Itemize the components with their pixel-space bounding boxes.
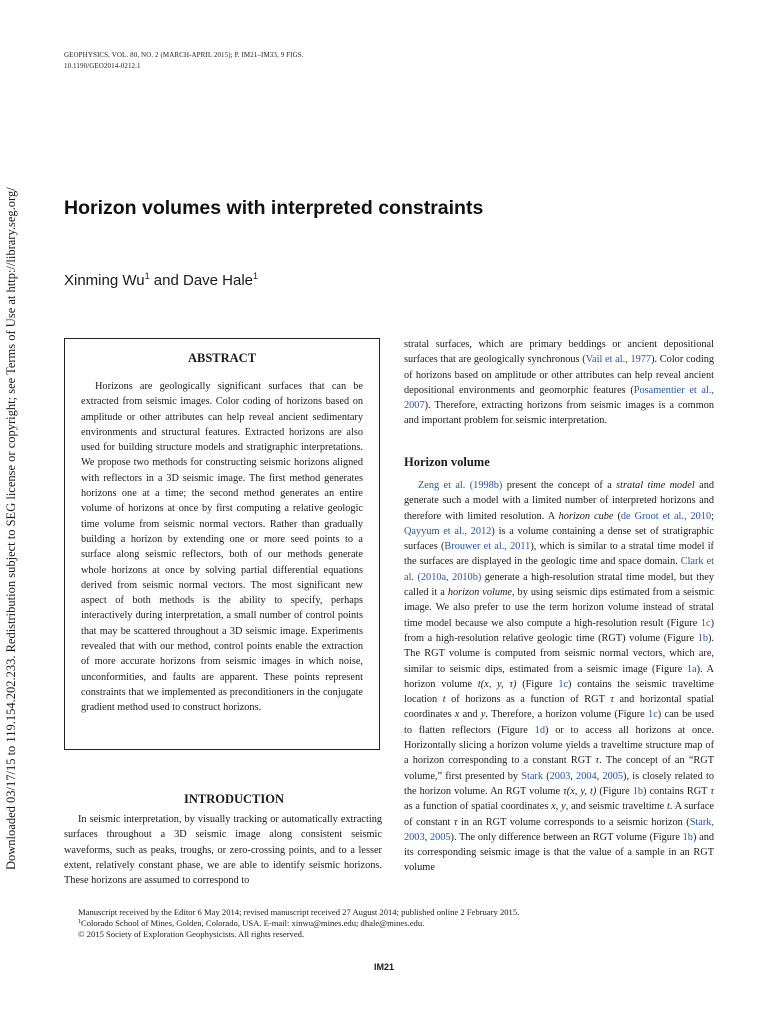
- text-run: (: [613, 510, 621, 522]
- reference-link[interactable]: Vail et al., 1977: [585, 354, 652, 366]
- reference-link[interactable]: Stark, 2003: [404, 816, 714, 843]
- reference-link[interactable]: 2003: [549, 770, 571, 782]
- text-run: ) contains the seismic traveltime location: [404, 678, 715, 706]
- introduction-text: In seismic interpretation, by visually tracking or automatically extracting surfaces throughout a 3D seismic image along consistent seismic waveforms, such as peaks, troughs, or zero-crossing points, and to a lesser extent, relatively constant phase, we are able to identify seismic horizons. These horizons are assumed to correspond to: [64, 814, 382, 887]
- abstract-box: [64, 338, 380, 750]
- author-name: Xinming Wu: [64, 272, 145, 289]
- text-run: (Figure: [516, 678, 559, 690]
- affiliation-marker: 1: [253, 271, 259, 281]
- section-heading-horizon-volume: Horizon volume: [404, 455, 490, 469]
- text-run: ,: [555, 801, 562, 813]
- text-run: stratal surfaces, which are primary beddings or ancient depositional surfaces that are geologically synchronous (: [404, 339, 714, 366]
- reference-link[interactable]: Clark et al. (2010a, 2010b): [404, 556, 714, 583]
- text-run: , by using seismic dips estimated from a seismic image. We also prefer to use the term horizon volume instead of stratal time model because we also compute a high-resolution result (Figure: [404, 587, 714, 629]
- text-run: generate a high-resolution stratal time model, but they called it a: [404, 571, 715, 599]
- italic-term: τ: [453, 816, 458, 828]
- text-run: present the concept of a: [502, 480, 617, 491]
- reference-link[interactable]: 1c: [700, 617, 711, 629]
- text-run: , and seismic traveltime: [565, 801, 667, 813]
- journal-header: [64, 50, 304, 72]
- italic-term: t: [442, 694, 446, 706]
- text-run: ). A horizon volume: [404, 663, 714, 690]
- text-run: as a function of spatial coordinates: [404, 801, 552, 813]
- text-run: . A surface of constant: [404, 801, 714, 828]
- italic-term: stratal time model: [616, 480, 695, 491]
- text-run: ) contains RGT: [643, 785, 711, 797]
- reference-link[interactable]: 1d: [534, 724, 545, 736]
- text-run: ,: [596, 770, 603, 782]
- right-column-paragraph: [404, 337, 714, 429]
- introduction-heading: INTRODUCTION: [183, 792, 284, 806]
- text-run: ), which is similar to a stratal time model if the surfaces are displayed in the geologic time and space domain.: [404, 541, 714, 568]
- text-run: of horizons as a function of RGT: [445, 694, 611, 706]
- italic-term: horizon cube: [558, 510, 614, 522]
- page-number: IM21: [373, 962, 394, 972]
- text-run: ,: [424, 831, 430, 843]
- italic-term: x: [551, 801, 556, 813]
- text-run: . The concept of an “RGT volume,” first presented by: [404, 755, 714, 782]
- text-run: (: [543, 770, 550, 782]
- italic-term: τ: [610, 694, 614, 706]
- text-run: (Figure: [596, 785, 633, 797]
- text-run: ;: [711, 510, 714, 522]
- right-column-paragraph: [404, 478, 714, 876]
- text-run: ). Color coding of horizons based on amplitude or other attributes can help reveal ancient depositional environments and geomorphic features (: [404, 354, 714, 396]
- doi: 10.1190/GEO2014-0212.1: [64, 62, 141, 70]
- author-name: Dave Hale: [182, 272, 254, 289]
- text-run: ) or to access all horizons at once. Horizontally slicing a horizon volume yields a traveltime structure map of a horizon corresponding to a constant RGT: [404, 724, 715, 767]
- italic-term: τ: [710, 785, 714, 797]
- reference-link[interactable]: Brouwer et al., 2011: [444, 541, 531, 553]
- text-run: and: [459, 709, 481, 721]
- abstract-heading: ABSTRACT: [187, 351, 257, 365]
- affiliation-marker: 1: [144, 271, 150, 281]
- italic-term: horizon volume: [447, 587, 512, 599]
- italic-term: y: [561, 801, 566, 813]
- affiliation-note: [64, 918, 704, 929]
- reference-link[interactable]: 1c: [648, 709, 658, 721]
- author-line: [64, 272, 258, 289]
- paper-title: Horizon volumes with interpreted constraints: [64, 197, 484, 219]
- text-run: ). The RGT volume is computed from seismic normal vectors, which are, similar to seismic dips, estimated from a seismic image (Figure: [404, 632, 714, 675]
- reference-link[interactable]: Qayyum et al., 2012: [404, 525, 492, 537]
- text-run: . Therefore, a horizon volume (Figure: [485, 709, 649, 721]
- reference-link[interactable]: 1c: [558, 678, 569, 690]
- text-run: in an RGT volume corresponds to a seismic horizon (: [457, 816, 690, 828]
- text-run: ) and its corresponding seismic image is that the value of a sample in an RGT volume: [404, 831, 715, 874]
- reference-link[interactable]: 1b: [697, 632, 708, 644]
- copyright-notice: © 2015 Society of Exploration Geophysicists. All rights reserved.: [78, 929, 305, 939]
- text-run: ) is a volume containing a dense set of stratigraphic surfaces (: [404, 525, 714, 553]
- reference-link[interactable]: Zeng et al. (1998b): [418, 480, 503, 491]
- italic-term: τ: [595, 755, 600, 767]
- abstract-text: Horizons are geologically significant surfaces that can be extracted from seismic images. Color coding of horizons based on amplitude or other attributes can help reveal ancient sedimentary environments and structural features. Extracted horizons are also used for building structure models and stratigraphic interpretations. We propose two methods for constructing seismic horizons aligned with reflectors in a 3D seismic image. The first method generates horizons one at a time; the second method generates an entire volume of horizons at once by first computing a relative geologic time volume from seismic normal vectors. Rather than gradually building a horizon by extending one or more seed points to a surface along seismic reflectors, both of our methods generate whole horizons at once by solving partial differential equations derived from seismic normal vectors. The most significant new aspect of both methods is the ability to specify, perhaps interactively during interpretation, a small number of control points that may be scattered throughout a 3D seismic image. Experiments revealed that with our method, control points enable the extraction of more accurate horizons from seismic images in which noise, unconformities, and faults are apparent. These points represent constraints that we implemented as preconditioners in the conjugate gradient method used to construct horizons.: [81, 381, 363, 714]
- italic-term: t(x, y, τ): [477, 678, 517, 690]
- italic-term: y: [480, 709, 486, 721]
- italic-term: t: [666, 801, 670, 813]
- footnotes: [64, 907, 704, 940]
- reference-link[interactable]: 1b: [632, 785, 644, 797]
- affiliation-marker: 1: [78, 919, 81, 925]
- reference-link[interactable]: Stark: [521, 770, 543, 782]
- affiliation-text: Colorado School of Mines, Golden, Colorado, USA. E-mail: xinwu@mines.edu; dhale@mines.edu.: [81, 918, 425, 928]
- text-run: ). Therefore, extracting horizons from seismic images is a common and important problem for seismic interpretation.: [404, 400, 714, 427]
- italic-term: x: [454, 709, 460, 721]
- text-run: and generate such a model with a limited number of interpreted horizons and therefore with limited resolution. A: [404, 480, 714, 522]
- reference-link[interactable]: Posamentier et al., 2007: [404, 384, 714, 412]
- text-run: ,: [570, 770, 577, 782]
- text-run: ), is closely related to the horizon volume. An RGT volume: [404, 770, 714, 797]
- reference-link[interactable]: 2004: [576, 770, 597, 782]
- manuscript-dates: Manuscript received by the Editor 6 May 2014; revised manuscript received 27 August 2014; published online 2 February 2015.: [78, 907, 520, 917]
- author-connector: and: [149, 272, 183, 289]
- reference-link[interactable]: 1a: [686, 663, 697, 675]
- reference-link[interactable]: 2005: [429, 831, 451, 843]
- italic-term: τ(x, y, t): [563, 785, 597, 797]
- text-run: ) can be used to flatten reflectors (Figure: [404, 709, 714, 736]
- download-notice-sidebar: Downloaded 03/17/15 to 119.154.202.233. Redistribution subject to SEG license or copyright; see Terms of Use at http://library.seg.org/: [4, 187, 18, 870]
- reference-link[interactable]: 2005: [602, 770, 624, 782]
- reference-link[interactable]: de Groot et al., 2010: [620, 510, 712, 522]
- text-run: ). The only difference between an RGT volume (Figure: [450, 831, 683, 843]
- journal-citation: GEOPHYSICS, VOL. 80, NO. 2 (MARCH-APRIL 2015); P. IM21–IM33, 9 FIGS.: [64, 51, 304, 59]
- text-run: ) from a high-resolution relative geologic time (RGT) volume (Figure: [404, 617, 714, 644]
- reference-link[interactable]: 1b: [682, 831, 693, 843]
- text-run: and horizontal spatial coordinates: [404, 694, 714, 721]
